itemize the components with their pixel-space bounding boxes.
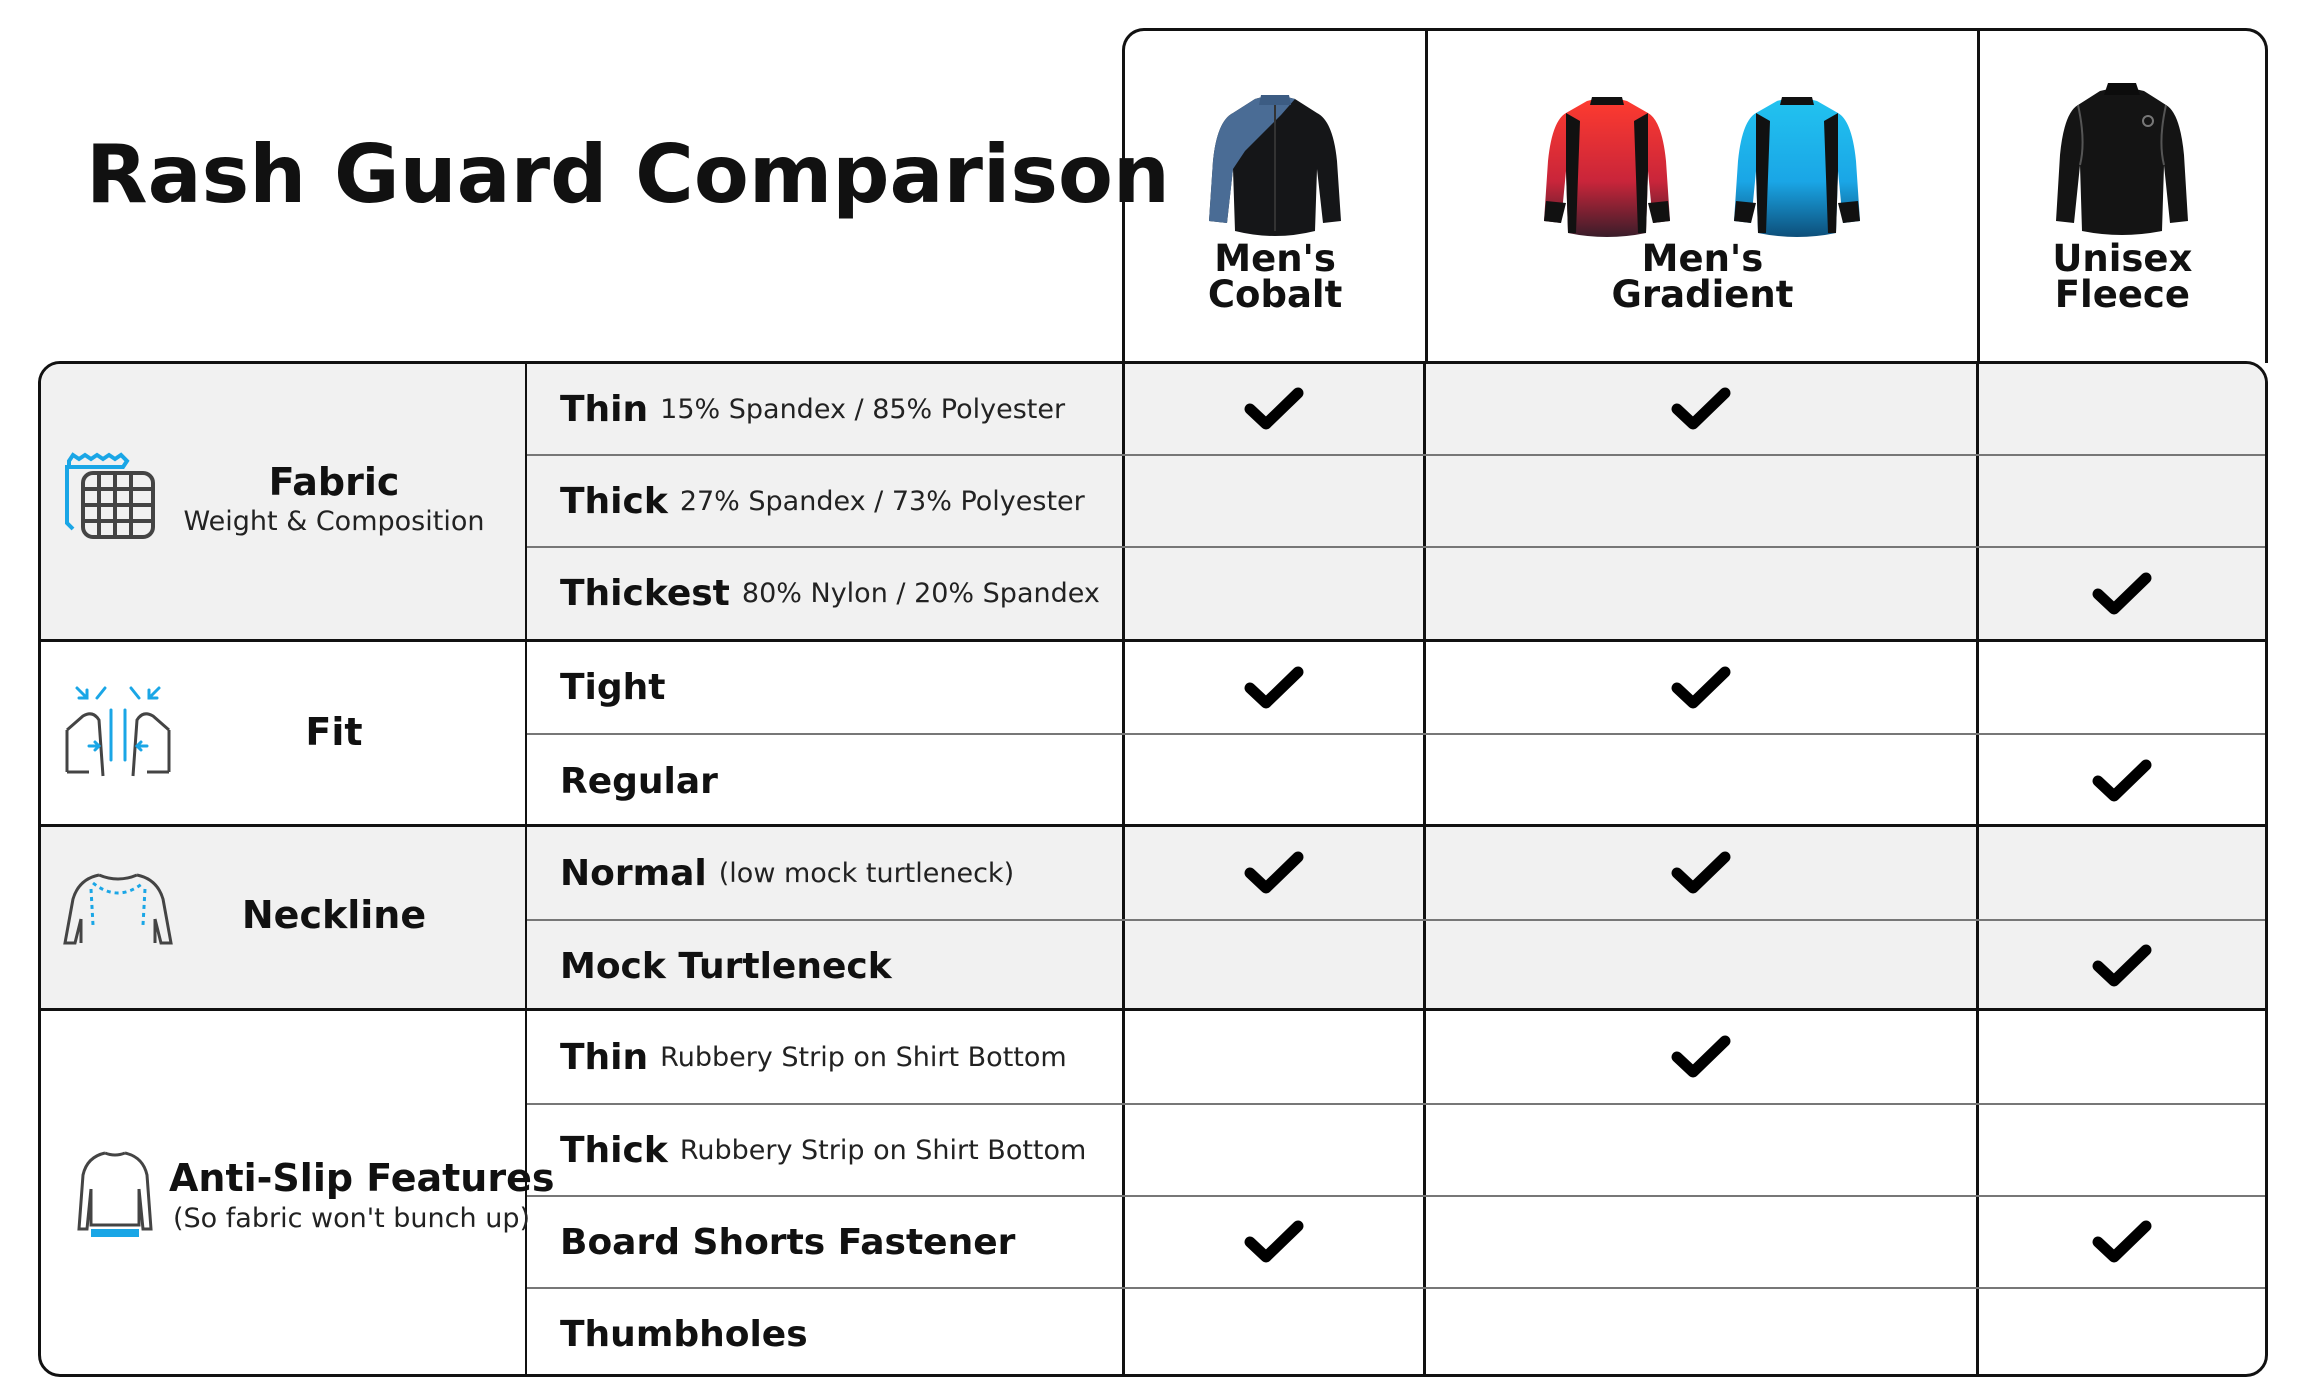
- cell-unisex-fleece: [1979, 921, 2265, 1011]
- cell-unisex-fleece: [1979, 548, 2265, 639]
- cell-mens-cobalt: [1125, 1105, 1426, 1195]
- product-header: [1122, 28, 2268, 363]
- product-column-mens-gradient: [1425, 31, 1977, 363]
- check-icon: [2092, 944, 2152, 988]
- table-row: [527, 1287, 2265, 1377]
- table-row: [527, 827, 2265, 919]
- group-fabric: [41, 364, 2265, 639]
- cell-unisex-fleece: [1979, 735, 2265, 827]
- row-label: Thickest: [560, 573, 730, 614]
- table-row: [527, 919, 2265, 1011]
- shirt-bottom-strip-icon: [75, 1149, 155, 1241]
- row-label: Board Shorts Fastener: [560, 1221, 1016, 1263]
- cell-mens-gradient: [1426, 1197, 1979, 1287]
- group-label-fabric: [41, 364, 527, 639]
- row-label: Thumbholes: [560, 1314, 808, 1355]
- product-name-mens-cobalt: Men's Cobalt: [1207, 237, 1343, 316]
- row-label: Tight: [560, 667, 666, 708]
- product-column-unisex-fleece: [1977, 31, 2265, 363]
- cell-unisex-fleece: [1979, 364, 2265, 454]
- row-detail: 27% Spandex / 73% Polyester: [679, 485, 1085, 517]
- product-name-unisex-fleece: Unisex Fleece: [2052, 237, 2193, 316]
- cell-unisex-fleece: [1979, 827, 2265, 919]
- table-row: [527, 546, 2265, 639]
- cell-mens-cobalt: [1125, 1289, 1426, 1377]
- cell-mens-gradient: [1426, 735, 1979, 827]
- cell-unisex-fleece: [1979, 1289, 2265, 1377]
- cell-mens-gradient: [1426, 1289, 1979, 1377]
- product-name-mens-gradient: Men's Gradient: [1611, 237, 1794, 316]
- group-label-anti-slip: [41, 1011, 555, 1377]
- row-detail: 80% Nylon / 20% Spandex: [741, 578, 1100, 609]
- group-fit: [41, 639, 2265, 824]
- cell-unisex-fleece: [1979, 1197, 2265, 1287]
- row-detail: Rubbery Strip on Shirt Bottom: [660, 1041, 1067, 1073]
- table-row: [527, 364, 2265, 454]
- row-detail: (low mock turtleneck): [718, 857, 1015, 889]
- cell-mens-gradient: [1426, 827, 1979, 919]
- check-icon: [1671, 666, 1731, 710]
- table-row: [527, 733, 2265, 827]
- row-detail: 15% Spandex / 85% Polyester: [660, 393, 1066, 425]
- check-icon: [1244, 387, 1304, 431]
- cell-mens-gradient: [1426, 642, 1979, 733]
- cell-unisex-fleece: [1979, 1105, 2265, 1195]
- group-label-neckline: [41, 827, 527, 1008]
- group-subtitle-anti-slip: (So fabric won't bunch up): [173, 1203, 530, 1234]
- cell-mens-gradient: [1426, 456, 1979, 546]
- cobalt-rash-guard-shirt-icon: [1205, 91, 1345, 241]
- cell-mens-gradient: [1426, 364, 1979, 454]
- cell-unisex-fleece: [1979, 456, 2265, 546]
- cell-mens-gradient: [1426, 1011, 1979, 1103]
- check-icon: [1244, 1220, 1304, 1264]
- cell-mens-cobalt: [1125, 1011, 1426, 1103]
- row-label: Thin: [560, 1036, 649, 1078]
- group-neckline: [41, 824, 2265, 1008]
- comparison-table: [38, 361, 2268, 1377]
- check-icon: [2092, 759, 2152, 803]
- cell-mens-cobalt: [1125, 364, 1426, 454]
- check-icon: [2092, 572, 2152, 616]
- cell-mens-cobalt: [1125, 921, 1426, 1011]
- product-column-mens-cobalt: [1125, 31, 1425, 363]
- cell-mens-cobalt: [1125, 548, 1426, 639]
- cell-mens-cobalt: [1125, 456, 1426, 546]
- table-row: [527, 1011, 2265, 1103]
- row-label: Regular: [560, 760, 718, 802]
- group-title-fit: Fit: [305, 710, 363, 754]
- row-label: Thin: [560, 388, 649, 430]
- group-title-anti-slip: Anti-Slip Features: [169, 1156, 555, 1200]
- black-fleece-rash-guard-shirt-icon: [2052, 81, 2192, 241]
- red-gradient-rash-guard-shirt-icon: [1542, 91, 1672, 241]
- row-label: Thick: [560, 1129, 668, 1171]
- group-title-fabric: Fabric: [268, 460, 400, 504]
- check-icon: [1671, 1035, 1731, 1079]
- cell-unisex-fleece: [1979, 642, 2265, 733]
- cell-mens-gradient: [1426, 921, 1979, 1011]
- table-row: [527, 642, 2265, 733]
- check-icon: [1671, 851, 1731, 895]
- cell-mens-gradient: [1426, 1105, 1979, 1195]
- check-icon: [2092, 1220, 2152, 1264]
- row-label: Thick: [560, 480, 668, 522]
- cell-mens-cobalt: [1125, 735, 1426, 827]
- check-icon: [1671, 387, 1731, 431]
- cell-unisex-fleece: [1979, 1011, 2265, 1103]
- cell-mens-gradient: [1426, 548, 1979, 639]
- table-row: [527, 1195, 2265, 1287]
- group-anti-slip: [41, 1008, 2265, 1377]
- check-icon: [1244, 666, 1304, 710]
- page-title: Rash Guard Comparison: [86, 128, 1170, 221]
- group-subtitle-fabric: Weight & Composition: [183, 506, 485, 537]
- row-detail: Rubbery Strip on Shirt Bottom: [679, 1134, 1087, 1166]
- group-label-fit: [41, 642, 527, 824]
- blue-gradient-rash-guard-shirt-icon: [1732, 91, 1862, 241]
- row-label: Mock Turtleneck: [560, 945, 892, 987]
- table-row: [527, 454, 2265, 546]
- check-icon: [1244, 851, 1304, 895]
- group-title-neckline: Neckline: [241, 893, 427, 937]
- cell-mens-cobalt: [1125, 827, 1426, 919]
- row-label: Normal: [560, 852, 707, 894]
- cell-mens-cobalt: [1125, 642, 1426, 733]
- cell-mens-cobalt: [1125, 1197, 1426, 1287]
- table-row: [527, 1103, 2265, 1195]
